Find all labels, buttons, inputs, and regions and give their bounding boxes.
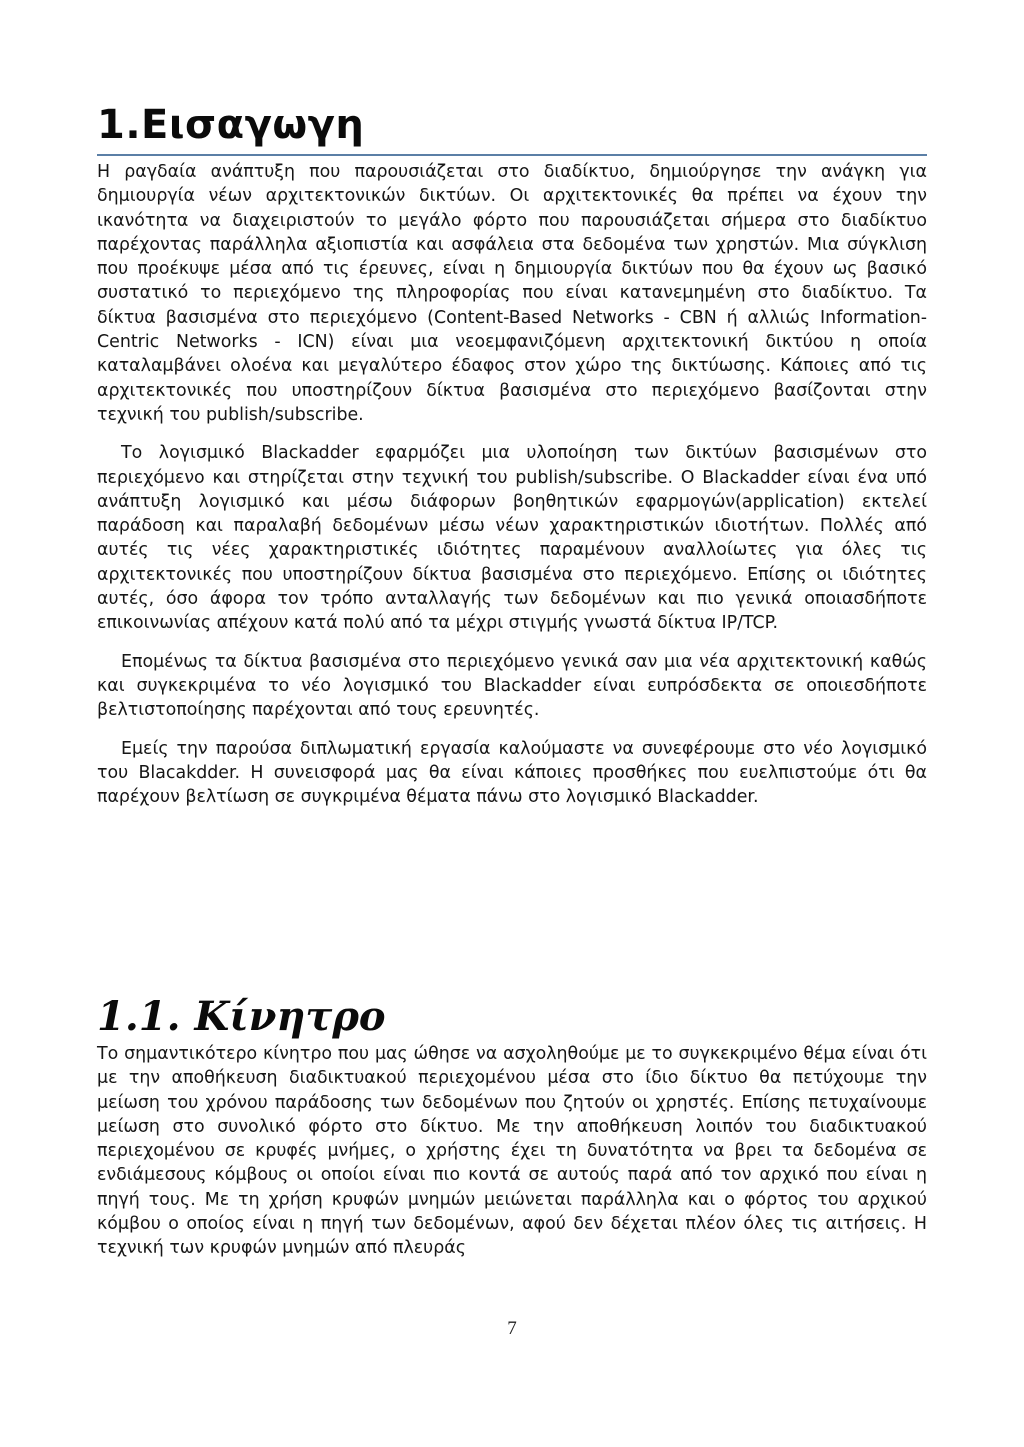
paragraph: Η ραγδαία ανάπτυξη που παρουσιάζεται στο διαδίκτυο, δημιούργησε την ανάγκη για δημιουργία νέων αρχιτεκτονικών δικτύων. Οι αρχιτεκτονικές θα πρέπει να έχουν την ικανότητα να διαχειριστούν το μεγάλο φόρτο που παρουσιάζεται σήμερα στο διαδίκτυο παρέχοντας παράλληλα αξιοπιστία και ασφάλεια στα δεδομένα των χρηστών. Μια σύγκλιση που προέκυψε μέσα από τις έρευνες, είναι η δημιουργία δικτύων που θα έχουν ως βασικό συστατικό το περιεχόμενο της πληροφορίας που είναι κατανεμημένη στο διαδίκτυο. Τα δίκτυα βασισμένα στο περιεχόμενο (Content-Based Networks - CBN ή αλλιώς Information-Centric Networks - ICN) είναι μια νεοεμφανιζόμενη αρχιτεκτονική δικτύου η οποία καταλαμβάνει ολοένα και μεγαλύτερο έδαφος στον χώρο της δικτύωσης. Κάποιες από τις αρχιτεκτονικές που υποστηρίζουν δίκτυα βασισμένα στο περιεχόμενο βασίζονται στην τεχνική του publish/subscribe.	[97, 162, 927, 425]
section-heading-motivation: 1.1. Κίνητρο	[97, 993, 386, 1040]
section-motivation	[97, 1042, 927, 1275]
paragraph: Εμείς την παρούσα διπλωματική εργασία καλούμαστε να συνεφέρουμε στο νέο λογισμικό του Blacakdder. Η συνεισφορά μας θα είναι κάποιες προσθήκες που ευελπιστούμε ότι θα παρέχουν βελτίωση σε συγκριμένα θέματα πάνω στο λογισμικό Blackadder.	[97, 738, 927, 808]
section-intro	[97, 98, 927, 823]
paragraph: Επομένως τα δίκτυα βασισμένα στο περιεχόμενο γενικά σαν μια νέα αρχιτεκτονική καθώς και συγκεκριμένα το νέο λογισμικό του Blackadder είναι ευπρόσδεκτα σε οποιεσδήποτε βελτιστοποίησης παρέχονται από τους ερευνητές.	[97, 651, 927, 721]
paragraph: Το σημαντικότερο κίνητρο που μας ώθησε να ασχοληθούμε με το συγκεκριμένο θέμα είναι ότι με την αποθήκευση διαδικτυακού περιεχομένου μέσα στο ίδιο δίκτυο θα πετύχουμε την μείωση του χρόνου παράδοσης των δεδομένων που ζητούν οι χρηστές. Επίσης πετυχαίνουμε μείωση στο συνολικό φόρτο στο δίκτυο. Με την αποθήκευση λοιπόν του διαδικτυακού περιεχομένου σε κρυφές μνήμες, ο χρήστης έχει τη δυνατότητα να βρει τα δεδομένα σε ενδιάμεσους κόμβους οι οποίοι είναι πιο κοντά σε αυτούς παρά από τον αρχικό που είναι η πηγή τους. Με τη χρήση κρυφών μνημών μειώνεται παράλληλα και ο φόρτος του αρχικού κόμβου ο οποίος είναι η πηγή των δεδομένων, αφού δεν δέχεται πλέον όλες τις αιτήσεις. Η τεχνική των κρυφών μνημών από πλευράς	[97, 1044, 927, 1259]
section-heading-intro: 1.Εισαγωγη	[97, 102, 365, 148]
paragraph: Το λογισμικό Blackadder εφαρμόζει μια υλοποίηση των δικτύων βασισμένων στο περιεχόμενο και στηρίζεται στην τεχνική του publish/subscribe. Ο Blackadder είναι ένα υπό ανάπτυξη λογισμικό και μέσω διάφορων βοηθητικών εφαρμογών(application) εκτελεί παράδοση και παραλαβή δεδομένων μέσω νέων χαρακτηριστικών ιδιοτήτων. Πολλές από αυτές τις νέες χαρακτηριστικές ιδιότητες παραμένουν αναλλοίωτες για όλες τις αρχιτεκτονικές που υποστηρίζουν δίκτυα βασισμένα στο περιεχόμενο. Επίσης οι ιδιότητες αυτές, όσο άφορα τον τρόπο ανταλλαγής των δεδομένων και πιο γενικά οποιασδήποτε επικοινωνίας απέχουν κατά πολύ από τα μέχρι στιγμής γνωστά δίκτυα IP/TCP.	[97, 443, 927, 634]
page-number: 7	[507, 1318, 517, 1339]
heading-underline	[97, 154, 927, 156]
